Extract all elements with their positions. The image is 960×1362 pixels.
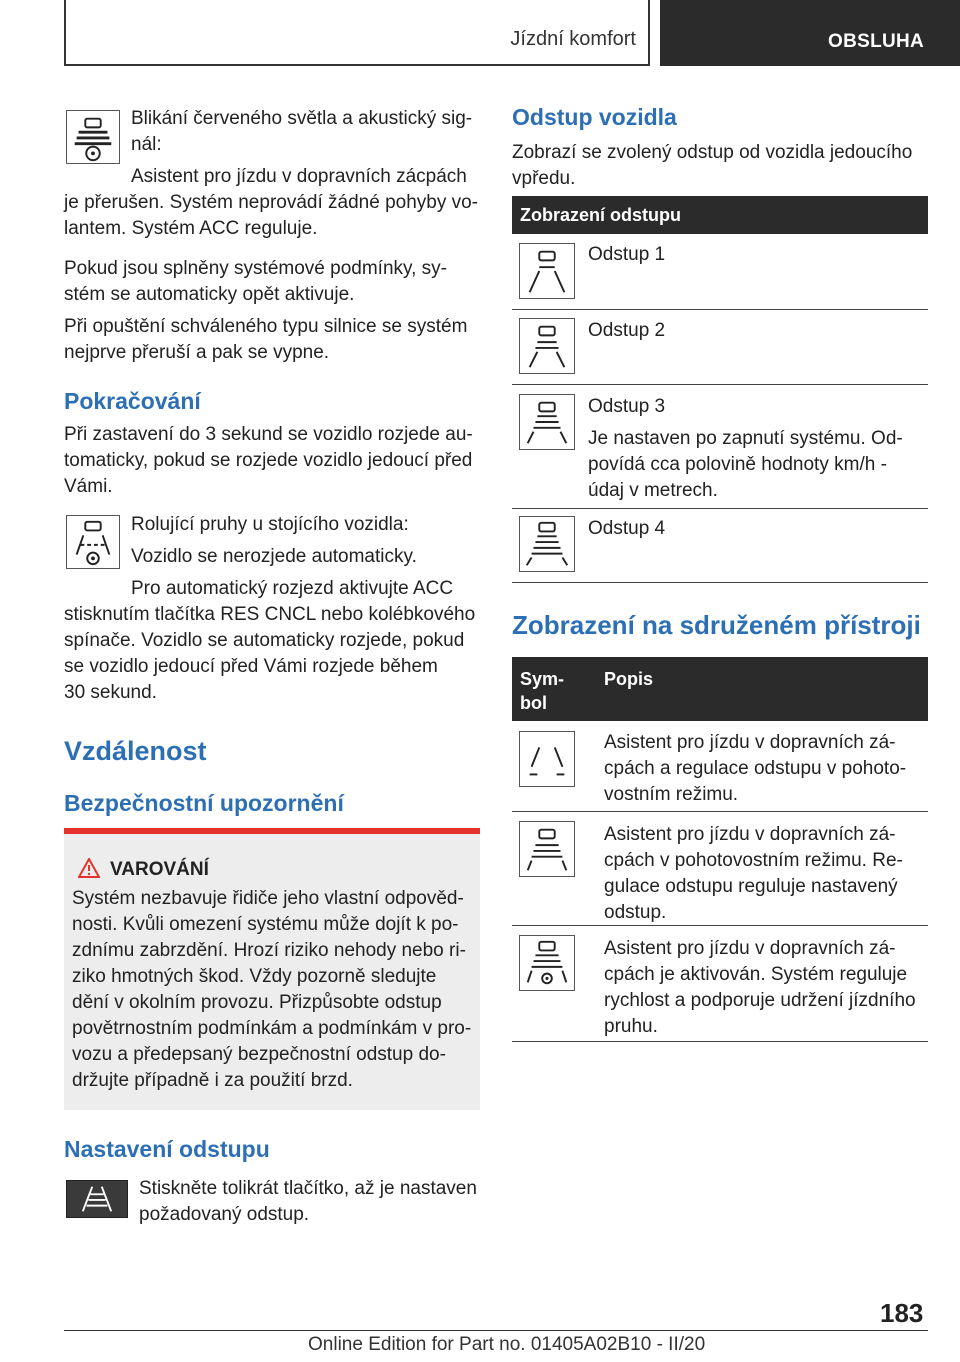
- table2-row-desc: odstup.: [604, 902, 667, 923]
- text-rolling-lanes: Rolující pruhy u stojícího vozidla:: [131, 514, 409, 535]
- warning-title: VAROVÁNÍ: [110, 859, 209, 880]
- text-conditions-1: Pokud jsou splněny systémové podmínky, sy-: [64, 258, 447, 279]
- table1-row-label: Odstup 3: [588, 396, 666, 417]
- text-blink-2: nál:: [131, 134, 162, 155]
- text-continue-1: Při zastavení do 3 sekund se vozidlo rozjede au-: [64, 424, 473, 445]
- text-autostart-4: se vozidlo jedoucí před Vámi rozjede během: [64, 656, 438, 677]
- table2-row-desc: pruhu.: [604, 1016, 658, 1037]
- header-section-title: Jízdní komfort: [510, 28, 636, 50]
- heading-continue: Pokračování: [64, 388, 201, 414]
- text-distance-1: Zobrazí se zvolený odstup od vozidla jedoucího: [512, 142, 913, 163]
- warning-line: zdnímu zabrzdění. Hrozí riziko nehody nebo ri-: [72, 940, 466, 961]
- table2-header-description: Popis: [604, 669, 654, 689]
- text-assist-2: je přerušen. Systém neprovádí žádné pohyby vo-: [64, 192, 479, 213]
- table2-row-divider: [512, 811, 928, 812]
- warning-line: ziko hmotných škod. Vždy pozorně sledujte: [72, 966, 437, 987]
- text-assist-3: lantem. Systém ACC reguluje.: [64, 218, 318, 239]
- text-no-autostart: Vozidlo se nerozjede automaticky.: [131, 546, 417, 567]
- table1-row-divider: [512, 508, 928, 509]
- table1-row-desc: Je nastaven po zapnutí systému. Od-: [588, 428, 903, 449]
- table2-row-desc: rychlost a podporuje udržení jízdního: [604, 990, 916, 1011]
- text-blink-1: Blikání červeného světla a akustický sig-: [131, 108, 473, 129]
- warning-line: Systém nezbavuje řidiče jeho vlastní odpověd-: [72, 888, 464, 909]
- heading-vehicle-distance: Odstup vozidla: [512, 104, 677, 130]
- table1-row-label: Odstup 1: [588, 244, 666, 265]
- header-section-box: [64, 0, 650, 66]
- standby-distance-icon: [519, 821, 575, 877]
- text-continue-3: Vámi.: [64, 476, 113, 497]
- warning-line: držujte případně i za použití brzd.: [72, 1070, 353, 1091]
- text-conditions-2: stém se automaticky opět aktivuje.: [64, 284, 355, 305]
- heading-instrument-cluster: Zobrazení na sdruženém přístroji: [512, 610, 921, 640]
- table1-row-label: Odstup 4: [588, 518, 666, 539]
- table2-row-divider: [512, 1041, 928, 1042]
- standby-lanes-icon: [519, 731, 575, 787]
- table2-header-symbol-1: Sym-: [520, 669, 565, 689]
- text-leave-2: nejprve přeruší a pak se vypne.: [64, 342, 330, 363]
- footer-edition: Online Edition for Part no. 01405A02B10 - II/20: [308, 1334, 706, 1355]
- warning-line: nosti. Kvůli omezení systému může dojít k po-: [72, 914, 459, 935]
- table2-row-desc: vostním režimu.: [604, 784, 739, 805]
- page-number: 183: [880, 1298, 924, 1328]
- text-leave-1: Při opuštění schváleného typu silnice se systém: [64, 316, 468, 337]
- table2-row-desc: cpách je aktivován. Systém reguluje: [604, 964, 908, 985]
- table1-row-divider: [512, 582, 928, 583]
- warning-text: [72, 886, 476, 1094]
- header-chapter-title: OBSLUHA: [828, 31, 925, 52]
- text-autostart-2: stisknutím tlačítka RES CNCL nebo kolébkového: [64, 604, 476, 625]
- table2-row-desc: cpách v pohotovostním režimu. Re-: [604, 850, 903, 871]
- table1-row-divider: [512, 384, 928, 385]
- text-assist-1: Asistent pro jízdu v dopravních zácpách: [131, 166, 467, 187]
- table2-row-desc: gulace odstupu reguluje nastavený: [604, 876, 898, 897]
- table2-row-desc: Asistent pro jízdu v dopravních zá-: [604, 824, 896, 845]
- warning-line: dění v okolním provozu. Přizpůsobte odstup: [72, 992, 442, 1013]
- header-chapter-tab: [660, 0, 960, 66]
- traffic-assist-warning-icon: [66, 110, 120, 164]
- distance-button-icon: [66, 1180, 128, 1218]
- table2-row-desc: Asistent pro jízdu v dopravních zá-: [604, 732, 896, 753]
- text-press-2: požadovaný odstup.: [139, 1204, 310, 1225]
- table2-header: [512, 657, 928, 721]
- footer-divider: [64, 1330, 928, 1331]
- warning-line: povětrnostním podmínkám a podmínkám v pro-: [72, 1018, 472, 1039]
- table1-row-divider: [512, 309, 928, 310]
- text-continue-2: tomaticky, pokud se rozjede vozidlo jedoucí před: [64, 450, 473, 471]
- traffic-assist-active-icon: [519, 935, 575, 991]
- table2-header-symbol-2: bol: [520, 693, 547, 713]
- table2-row-desc: cpách a regulace odstupu v pohoto-: [604, 758, 907, 779]
- text-autostart-1: Pro automatický rozjezd aktivujte ACC: [131, 578, 454, 599]
- heading-distance: Vzdálenost: [64, 736, 207, 766]
- text-autostart-5: 30 sekund.: [64, 682, 157, 703]
- distance-1-icon: [519, 243, 575, 299]
- warning-triangle-icon: [78, 858, 100, 878]
- warning-line: vozu a předepsaný bezpečnostní odstup do-: [72, 1044, 446, 1065]
- table2-row-desc: Asistent pro jízdu v dopravních zá-: [604, 938, 896, 959]
- text-press-1: Stiskněte tolikrát tlačítko, až je nastaven: [139, 1178, 477, 1199]
- distance-2-icon: [519, 318, 575, 374]
- rolling-lanes-icon: [66, 515, 120, 569]
- table2-row-divider: [512, 925, 928, 926]
- table1-header: [512, 196, 928, 234]
- distance-3-icon: [519, 394, 575, 450]
- heading-safety: Bezpečnostní upozornění: [64, 790, 344, 816]
- heading-distance-setting: Nastavení odstupu: [64, 1136, 270, 1162]
- text-distance-2: vpředu.: [512, 168, 576, 189]
- warning-box: [64, 828, 480, 1110]
- table1-row-desc: povídá cca polovině hodnoty km/h -: [588, 454, 887, 475]
- text-autostart-3: spínače. Vozidlo se automaticky rozjede, pokud: [64, 630, 465, 651]
- table1-row-label: Odstup 2: [588, 320, 666, 341]
- distance-4-icon: [519, 516, 575, 572]
- table1-row-desc: údaj v metrech.: [588, 480, 718, 501]
- table1-header-label: Zobrazení odstupu: [520, 205, 681, 225]
